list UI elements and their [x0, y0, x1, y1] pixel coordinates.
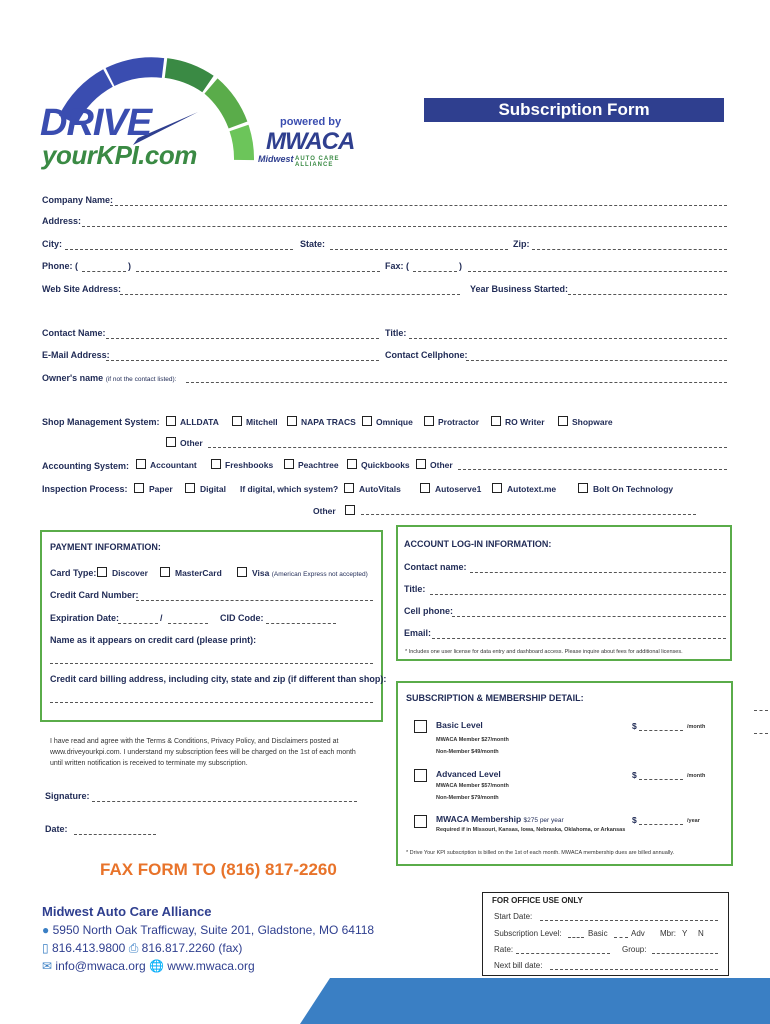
mwaca-membership-amount-field[interactable]	[639, 824, 683, 825]
login-cell-field[interactable]	[452, 616, 726, 617]
title-label: Title:	[385, 328, 407, 338]
inspection-label: Inspection Process:	[42, 484, 128, 494]
website-label: Web Site Address:	[42, 284, 122, 294]
accounting-other-checkbox[interactable]	[416, 459, 426, 469]
fax-paren-open: (	[406, 261, 409, 271]
shop-mgmt-shopware-label: Shopware	[572, 417, 613, 427]
mwaca-membership-price: $275 per year	[523, 817, 564, 824]
fax-banner: FAX FORM TO (816) 817-2260	[100, 860, 337, 879]
title-field[interactable]	[409, 338, 727, 339]
advanced-level-nonmember-price: Non-Member $79/month	[436, 795, 499, 801]
shop-mgmt-napa-label: NAPA TRACS	[301, 417, 356, 427]
accounting-peachtree-label: Peachtree	[298, 460, 339, 470]
billing-address-field[interactable]	[50, 702, 373, 703]
cid-field[interactable]	[266, 623, 336, 624]
state-label: State:	[300, 239, 326, 249]
payment-heading: PAYMENT INFORMATION:	[50, 542, 161, 552]
phone-label: Phone:	[42, 261, 73, 271]
office-level-label: Subscription Level:	[494, 929, 562, 938]
logo	[38, 50, 378, 180]
inspection-autovitals-checkbox[interactable]	[344, 483, 354, 493]
card-number-field[interactable]	[136, 600, 373, 601]
card-discover-label: Discover	[112, 568, 148, 578]
date-field[interactable]	[74, 834, 156, 835]
cellphone-label: Contact Cellphone:	[385, 350, 468, 360]
shop-mgmt-other-label: Other	[180, 438, 203, 448]
shop-mgmt-other-checkbox[interactable]	[166, 437, 176, 447]
zip-field[interactable]	[532, 249, 727, 250]
subscription-heading: SUBSCRIPTION & MEMBERSHIP DETAIL:	[406, 693, 584, 703]
org-web[interactable]: www.mwaca.org	[167, 959, 255, 973]
form-title-text: Subscription Form	[498, 100, 650, 119]
org-email[interactable]: info@mwaca.org	[55, 959, 146, 973]
accounting-freshbooks-checkbox[interactable]	[211, 459, 221, 469]
owner-name-field[interactable]	[186, 382, 727, 383]
accounting-label: Accounting System:	[42, 461, 130, 471]
owner-name-text: Owner's name	[42, 373, 104, 383]
inspection-autotextme-checkbox[interactable]	[492, 483, 502, 493]
fax-label: Fax:	[385, 261, 404, 271]
website-field[interactable]	[120, 294, 460, 295]
shop-mgmt-label: Shop Management System:	[42, 417, 160, 427]
shop-mgmt-omnique-checkbox[interactable]	[362, 416, 372, 426]
card-mastercard-label: MasterCard	[175, 568, 222, 578]
accounting-quickbooks-label: Quickbooks	[361, 460, 410, 470]
cellphone-field[interactable]	[466, 360, 727, 361]
agreement-text: I have read and agree with the Terms & Conditions, Privacy Policy, and Disclaimers posted at www.driveyourkpi.com. I understand my subscription fees will be charged on the 1st of each month until written notification is received to terminate my subscription.	[50, 738, 356, 767]
signature-field[interactable]	[92, 801, 357, 802]
office-mbr-n[interactable]: N	[698, 929, 704, 938]
expiration-year-field[interactable]	[168, 623, 208, 624]
advanced-level-amount-field[interactable]	[639, 779, 683, 780]
login-cell-label: Cell phone:	[404, 606, 453, 616]
location-pin-icon: ●	[42, 923, 50, 937]
owner-name-label	[42, 373, 177, 383]
office-rate-field[interactable]	[516, 953, 610, 954]
billing-note: * Drive Your KPI subscription is billed on the 1st of each month. MWACA membership dues are billed annually.	[406, 850, 675, 856]
inspection-bolton-checkbox[interactable]	[578, 483, 588, 493]
shop-mgmt-shopware-checkbox[interactable]	[558, 416, 568, 426]
org-phone[interactable]: 816.413.9800	[51, 941, 126, 955]
login-contact-name-field[interactable]	[470, 572, 726, 573]
basic-level-nonmember-price: Non-Member $49/month	[436, 749, 499, 755]
card-type-label: Card Type:	[50, 568, 97, 578]
company-name-field[interactable]	[110, 205, 727, 206]
login-title-label: Title:	[404, 584, 426, 594]
margin-dash-1	[754, 710, 768, 711]
name-on-card-field[interactable]	[50, 663, 373, 664]
mwaca-membership-period: /year	[687, 818, 700, 824]
expiration-label: Expiration Date:	[50, 613, 120, 623]
shop-mgmt-alldata-checkbox[interactable]	[166, 416, 176, 426]
inspection-digital-label: Digital	[200, 484, 226, 494]
cid-label: CID Code:	[220, 613, 264, 623]
login-email-field[interactable]	[432, 638, 726, 639]
basic-level-checkbox[interactable]	[414, 720, 427, 733]
mwaca-membership-name	[436, 814, 564, 824]
zip-label: Zip:	[513, 239, 530, 249]
address-label: Address:	[42, 216, 82, 226]
advanced-level-period: /month	[687, 773, 706, 779]
inspection-paper-checkbox[interactable]	[134, 483, 144, 493]
email-web-line	[42, 959, 255, 973]
shop-mgmt-rowriter-checkbox[interactable]	[491, 416, 501, 426]
office-mbr-y[interactable]: Y	[682, 929, 688, 938]
margin-dash-2	[754, 733, 768, 734]
logo-alliance-script: Midwest	[258, 154, 294, 164]
inspection-other-label: Other	[313, 506, 336, 516]
license-note: * Includes one user license for data entry and dashboard access. Please inquire about fees for additional licenses.	[405, 649, 683, 655]
phone-line	[42, 941, 242, 956]
card-number-label: Credit Card Number:	[50, 590, 139, 600]
fax-number-field[interactable]	[468, 271, 727, 272]
email-icon: ✉	[42, 959, 53, 973]
shop-mgmt-protractor-checkbox[interactable]	[424, 416, 434, 426]
fax-icon: ⎙	[128, 941, 139, 955]
payment-box	[40, 530, 383, 722]
advanced-level-dollar: $	[632, 770, 637, 780]
basic-level-member-price: MWACA Member $27/month	[436, 737, 509, 743]
expiration-month-field[interactable]	[118, 623, 158, 624]
inspection-autovitals-label: AutoVitals	[359, 484, 401, 494]
logo-alliance-caps: AUTO CARE ALLIANCE	[295, 156, 340, 168]
office-adv-label: Adv	[631, 929, 645, 938]
office-mbr-label: Mbr:	[660, 929, 676, 938]
card-mastercard-checkbox[interactable]	[160, 567, 170, 577]
shop-mgmt-omnique-label: Omnique	[376, 417, 413, 427]
advanced-level-member-price: MWACA Member $57/month	[436, 783, 509, 789]
inspection-question: If digital, which system?	[240, 484, 339, 494]
basic-level-name: Basic Level	[436, 720, 483, 730]
phone-paren-open: (	[75, 261, 78, 271]
address-field[interactable]	[82, 226, 727, 227]
inspection-autoserve1-checkbox[interactable]	[420, 483, 430, 493]
city-field[interactable]	[65, 249, 293, 250]
accounting-peachtree-checkbox[interactable]	[284, 459, 294, 469]
company-name-label: Company Name:	[42, 195, 114, 205]
footer-stripe	[0, 978, 770, 1024]
office-heading: FOR OFFICE USE ONLY	[492, 896, 583, 905]
inspection-autoserve1-label: Autoserve1	[435, 484, 482, 494]
state-field[interactable]	[330, 249, 508, 250]
date-label: Date:	[45, 824, 68, 834]
billing-address-label: Credit card billing address, including city, state and zip (if different than shop):	[50, 674, 387, 684]
office-adv-field[interactable]	[614, 937, 628, 938]
email-field[interactable]	[106, 360, 379, 361]
expiration-slash: /	[160, 613, 163, 623]
org-address: 5950 North Oak Trafficway, Suite 201, Gladstone, MO 64118	[52, 923, 375, 937]
mwaca-membership-dollar: $	[632, 815, 637, 825]
card-visa-label	[252, 568, 368, 578]
accounting-accountant-label: Accountant	[150, 460, 197, 470]
form-title	[424, 98, 724, 122]
accounting-quickbooks-checkbox[interactable]	[347, 459, 357, 469]
org-name: Midwest Auto Care Alliance	[42, 904, 212, 919]
city-label: City:	[42, 239, 62, 249]
email-label: E-Mail Address:	[42, 350, 110, 360]
advanced-level-checkbox[interactable]	[414, 769, 427, 782]
shop-mgmt-protractor-label: Protractor	[438, 417, 480, 427]
office-group-field[interactable]	[652, 953, 718, 954]
mwaca-membership-text: MWACA Membership	[436, 814, 522, 824]
inspection-paper-label: Paper	[149, 484, 173, 494]
amex-note: (American Express not accepted)	[271, 571, 368, 578]
shop-mgmt-other-field[interactable]	[208, 447, 727, 448]
inspection-digital-checkbox[interactable]	[185, 483, 195, 493]
office-group-label: Group:	[622, 945, 647, 954]
card-visa-text: Visa	[252, 568, 270, 578]
phone-icon: ▯	[42, 941, 49, 955]
signature-label: Signature:	[45, 791, 90, 801]
mwaca-membership-requirement: Required if in Missouri, Kansas, Iowa, Nebraska, Oklahoma, or Arkansas	[436, 827, 626, 833]
office-start-date-label: Start Date:	[494, 912, 533, 921]
accounting-accountant-checkbox[interactable]	[136, 459, 146, 469]
fax-area-code-field[interactable]	[413, 271, 457, 272]
account-heading: ACCOUNT LOG-IN INFORMATION:	[404, 539, 552, 549]
office-start-date-field[interactable]	[540, 920, 718, 921]
inspection-other-field[interactable]	[361, 514, 696, 515]
mwaca-membership-checkbox[interactable]	[414, 815, 427, 828]
login-email-label: Email:	[404, 628, 432, 638]
login-title-field[interactable]	[430, 594, 726, 595]
shop-mgmt-napa-checkbox[interactable]	[287, 416, 297, 426]
year-started-field[interactable]	[568, 294, 727, 295]
owner-name-note: (if not the contact listed):	[105, 376, 177, 383]
inspection-autotextme-label: Autotext.me	[507, 484, 557, 494]
office-basic-label: Basic	[588, 929, 608, 938]
logo-powered-by: powered by	[280, 116, 342, 128]
name-on-card-label: Name as it appears on credit card (please print):	[50, 635, 257, 645]
contact-name-field[interactable]	[106, 338, 379, 339]
logo-yourkpi: yourKPI.com	[42, 140, 197, 170]
phone-paren-close: )	[128, 261, 131, 271]
inspection-bolton-label: Bolt On Technology	[593, 484, 674, 494]
shop-mgmt-mitchell-label: Mitchell	[246, 417, 278, 427]
shop-mgmt-alldata-label: ALLDATA	[180, 417, 219, 427]
basic-level-amount-field[interactable]	[639, 730, 683, 731]
office-next-bill-label: Next bill date:	[494, 961, 543, 970]
phone-area-code-field[interactable]	[82, 271, 126, 272]
accounting-freshbooks-label: Freshbooks	[225, 460, 274, 470]
logo-mwaca: MWACA	[266, 128, 355, 155]
office-basic-field[interactable]	[568, 937, 584, 938]
address-line	[42, 923, 374, 937]
shop-mgmt-mitchell-checkbox[interactable]	[232, 416, 242, 426]
card-discover-checkbox[interactable]	[97, 567, 107, 577]
logo-drive: DRIVE	[40, 102, 152, 144]
login-contact-name-label: Contact name:	[404, 562, 467, 572]
office-next-bill-field[interactable]	[550, 969, 718, 970]
basic-level-dollar: $	[632, 721, 637, 731]
fax-paren-close: )	[459, 261, 462, 271]
contact-name-label: Contact Name:	[42, 328, 106, 338]
accounting-other-label: Other	[430, 460, 453, 470]
accounting-other-field[interactable]	[458, 469, 727, 470]
shop-mgmt-rowriter-label: RO Writer	[505, 417, 545, 427]
advanced-level-name: Advanced Level	[436, 769, 501, 779]
card-visa-checkbox[interactable]	[237, 567, 247, 577]
year-started-label: Year Business Started:	[470, 284, 569, 294]
basic-level-period: /month	[687, 724, 706, 730]
globe-icon: 🌐	[148, 959, 164, 973]
office-rate-label: Rate:	[494, 945, 514, 954]
phone-number-field[interactable]	[136, 271, 380, 272]
inspection-other-checkbox[interactable]	[345, 505, 355, 515]
org-fax: 816.817.2260 (fax)	[141, 941, 243, 955]
